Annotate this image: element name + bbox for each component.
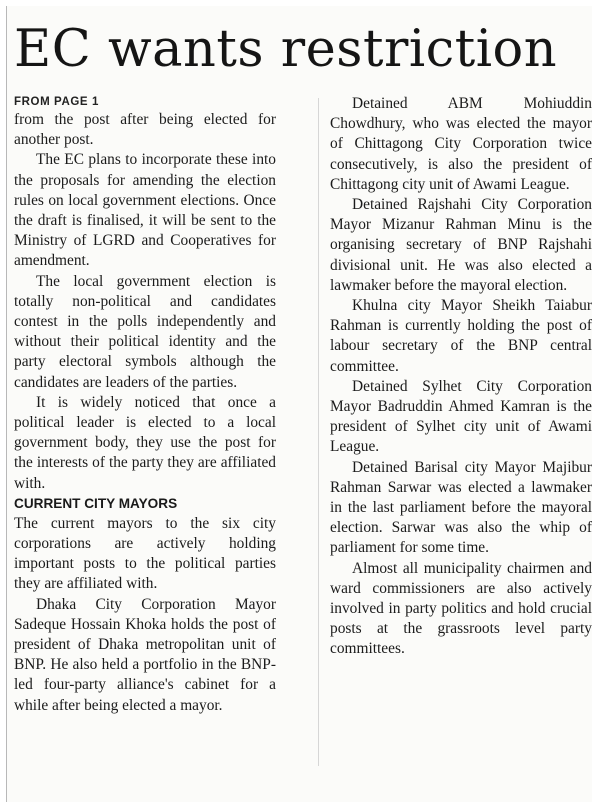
paragraph: Dhaka City Corporation Mayor Sadeque Hossain Khoka holds the post of president of Dhaka metropolitan unit of BNP. He also held a portfolio in the BNP-led four-party alliance's cabinet for a while after being elected a mayor. xyxy=(14,595,276,714)
column-divider xyxy=(318,98,319,766)
right-column xyxy=(330,94,592,660)
paragraph: Detained Barisal city Mayor Majibur Rahman Sarwar was elected a lawmaker in the last parliament before the mayoral election. Sarwar was also the whip of parliament for some time. xyxy=(330,458,592,557)
paragraph: The EC plans to incorporate these into the proposals for amending the election rules on local government elections. Once the draft is finalised, it will be sent to the Ministry of LGRD and Cooperatives for amendment. xyxy=(14,151,276,270)
paragraph: The local government election is totally non-political and candidates contest in the polls independently and without their political identity and the party electoral symbols although the candidates are leaders of the parties. xyxy=(14,272,276,391)
paragraph: Khulna city Mayor Sheikh Taiabur Rahman is currently holding the post of labour secretary of the BNP central committee. xyxy=(330,297,592,375)
left-column xyxy=(14,94,276,716)
paragraph: It is widely noticed that once a political leader is elected to a local government body, they use the post for the interests of the party they are affiliated with. xyxy=(14,393,276,492)
paragraph: from the post after being elected for another post. xyxy=(14,111,276,149)
paragraph: Detained Rajshahi City Corporation Mayor Mizanur Rahman Minu is the organising secretary of BNP Rajshahi divisional unit. He was also elected a lawmaker before the mayoral election. xyxy=(330,196,592,294)
subhead: CURRENT CITY MAYORS xyxy=(14,495,178,511)
kicker: FROM PAGE 1 xyxy=(14,96,99,108)
paragraph: The current mayors to the six city corporations are actively holding important posts to the political parties they are affiliated with. xyxy=(14,514,276,593)
headline: EC wants restriction xyxy=(14,20,558,79)
paragraph: Detained ABM Mohiuddin Chowdhury, who was elected the mayor of Chittagong City Corporation twice consecutively, is also the president of Chittagong city unit of Awami League. xyxy=(330,95,592,193)
paragraph: Almost all municipality chairmen and ward commissioners are also actively involved in party politics and hold crucial posts at the grassroots level party committees. xyxy=(330,559,592,658)
paragraph: Detained Sylhet City Corporation Mayor Badruddin Ahmed Kamran is the president of Sylhet city unit of Awami League. xyxy=(330,377,592,456)
